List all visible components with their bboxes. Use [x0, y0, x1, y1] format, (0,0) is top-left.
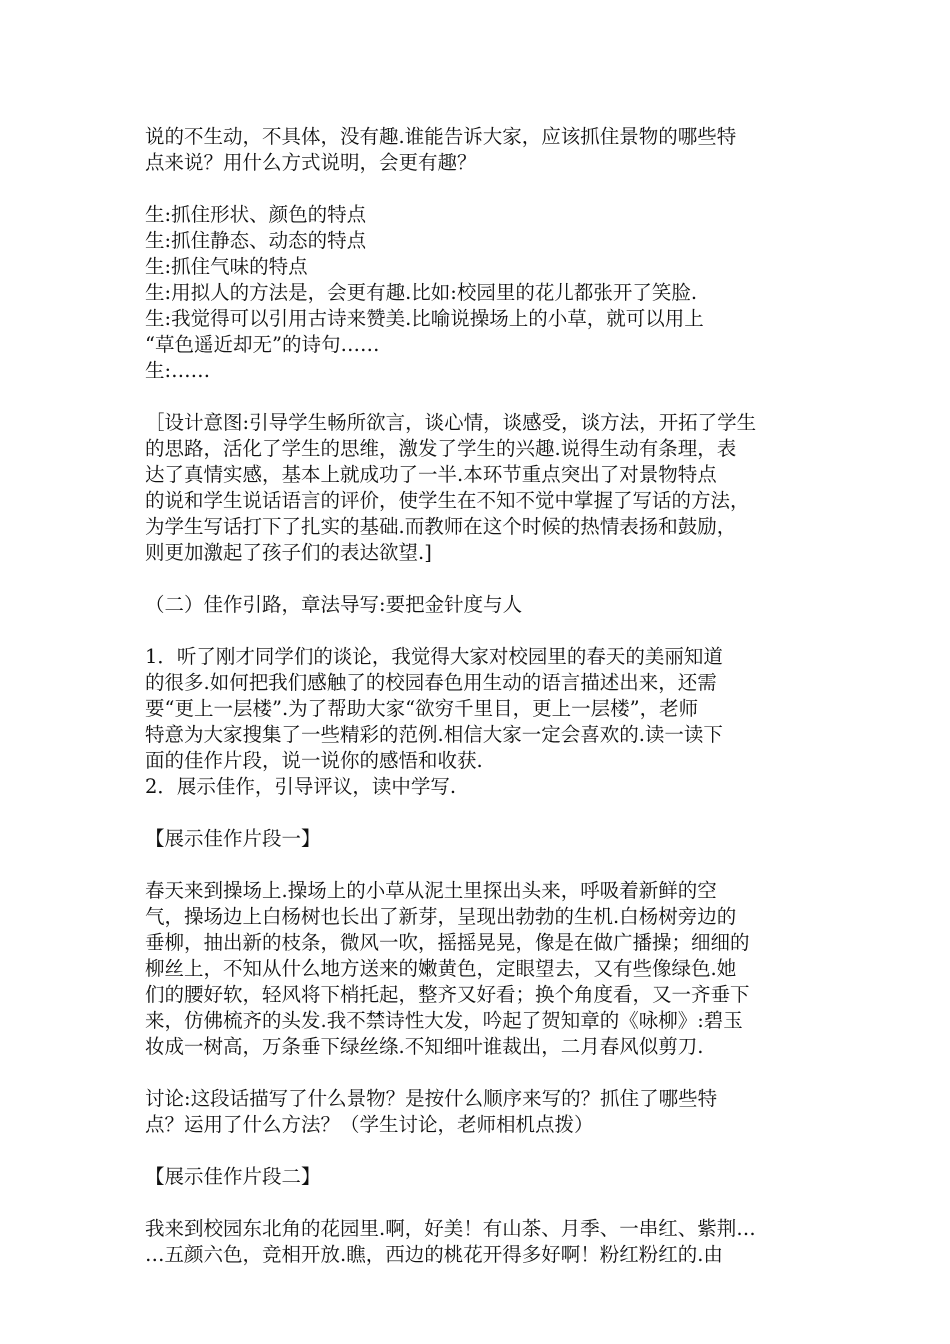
text-line: 讨论:这段话描写了什么景物？是按什么顺序来写的？抓住了哪些特: [145, 1087, 718, 1110]
text-line: 我来到校园东北角的花园里.啊，好美！有山茶、月季、一串红、紫荆…: [145, 1217, 756, 1240]
text-line: 的说和学生说话语言的评价，使学生在不知不觉中掌握了写话的方法，: [145, 489, 750, 512]
excerpt-heading-1: [145, 826, 825, 852]
text-line: 1．听了刚才同学们的谈论，我觉得大家对校园里的春天的美丽知道: [145, 645, 723, 668]
excerpt-2: [145, 1216, 825, 1268]
text-line: 【展示佳作片段一】: [145, 827, 321, 850]
numbered-steps: [145, 644, 825, 800]
text-line: 生:抓住气味的特点: [145, 255, 308, 278]
text-line: 气，操场边上白杨树也长出了新芽，呈现出勃勃的生机.白杨树旁边的: [145, 905, 737, 928]
text-line: 为学生写话打下了扎实的基础.而教师在这个时候的热情表扬和鼓励，: [145, 515, 737, 538]
text-line: 来，仿佛梳齐的头发.我不禁诗性大发，吟起了贺知章的《咏柳》:碧玉: [145, 1009, 743, 1032]
document-body: [145, 124, 825, 1268]
design-intent: [145, 410, 825, 566]
section-heading: [145, 592, 825, 618]
excerpt-1: [145, 878, 825, 1060]
text-line: 则更加激起了孩子们的表达欲望.]: [145, 541, 432, 564]
paragraph-1: [145, 124, 825, 176]
text-line: 生:……: [145, 359, 211, 382]
excerpt-heading-2: [145, 1164, 825, 1190]
text-line: 【展示佳作片段二】: [145, 1165, 321, 1188]
text-line: （二）佳作引路，章法导写:要把金针度与人: [145, 593, 523, 616]
text-line: 生:抓住静态、动态的特点: [145, 229, 367, 252]
text-line: 们的腰好软，轻风将下梢托起，整齐又好看；换个角度看，又一齐垂下: [145, 983, 750, 1006]
text-line: …五颜六色，竞相开放.瞧，西边的桃花开得多好啊！粉红粉红的.由: [145, 1243, 723, 1266]
text-line: 要“更上一层楼”.为了帮助大家“欲穷千里目，更上一层楼”，老师: [145, 697, 699, 720]
text-line: 面的佳作片段，说一说你的感悟和收获.: [145, 749, 483, 772]
text-line: 春天来到操场上.操场上的小草从泥土里探出头来，呼吸着新鲜的空: [145, 879, 717, 902]
text-line: 垂柳，抽出新的枝条，微风一吹，摇摇晃晃，像是在做广播操；细细的: [145, 931, 750, 954]
text-line: ［设计意图:引导学生畅所欲言，谈心情，谈感受，谈方法，开拓了学生: [145, 411, 757, 434]
text-line: 妆成一树高，万条垂下绿丝绦.不知细叶谁裁出，二月春风似剪刀.: [145, 1035, 704, 1058]
text-line: 柳丝上，不知从什么地方送来的嫩黄色，定眼望去，又有些像绿色.她: [145, 957, 737, 980]
text-line: 2．展示佳作，引导评议，读中学写.: [145, 775, 457, 798]
text-line: 生:用拟人的方法是，会更有趣.比如:校园里的花儿都张开了笑脸.: [145, 281, 698, 304]
text-line: 点来说？用什么方式说明，会更有趣？: [145, 151, 477, 174]
text-line: 达了真情实感，基本上就成功了一半.本环节重点突出了对景物特点: [145, 463, 717, 486]
text-line: “草色遥近却无”的诗句……: [145, 333, 380, 356]
text-line: 点？运用了什么方法？（学生讨论，老师相机点拨）: [145, 1113, 594, 1136]
text-line: 生:我觉得可以引用古诗来赞美.比喻说操场上的小草，就可以用上: [145, 307, 704, 330]
student-answers: [145, 202, 825, 384]
text-line: 的思路，活化了学生的思维，激发了学生的兴趣.说得生动有条理，表: [145, 437, 737, 460]
text-line: 说的不生动，不具体，没有趣.谁能告诉大家，应该抓住景物的哪些特: [145, 125, 737, 148]
text-line: 的很多.如何把我们感触了的校园春色用生动的语言描述出来，还需: [145, 671, 717, 694]
text-line: 特意为大家搜集了一些精彩的范例.相信大家一定会喜欢的.读一读下: [145, 723, 723, 746]
text-line: 生:抓住形状、颜色的特点: [145, 203, 367, 226]
discussion-questions: [145, 1086, 825, 1138]
